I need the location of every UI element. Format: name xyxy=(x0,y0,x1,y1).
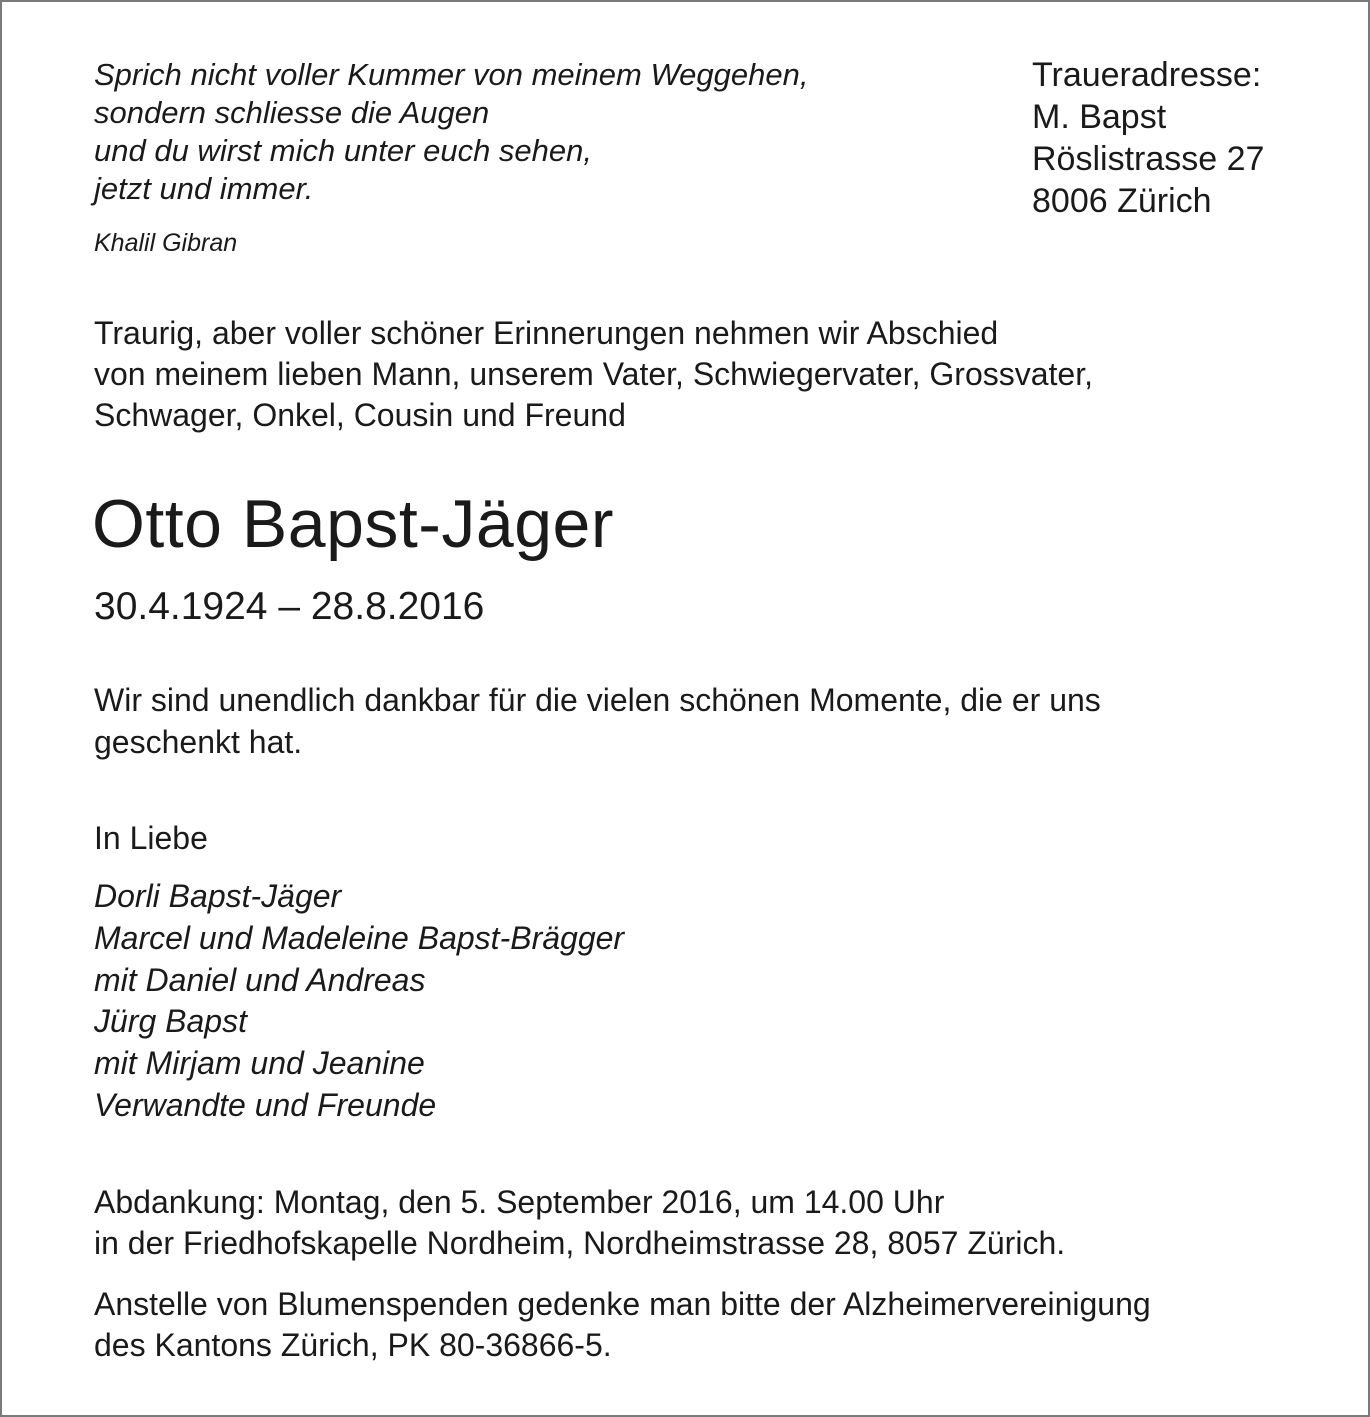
service-line: Abdankung: Montag, den 5. September 2016, um 14.00 Uhr xyxy=(94,1184,945,1220)
donation-line: Anstelle von Blumenspenden gedenke man bitte der Alzheimervereinigung xyxy=(94,1286,1151,1322)
donation-line: des Kantons Zürich, PK 80-36866-5. xyxy=(94,1327,612,1363)
mourner-entry: Dorli Bapst-Jäger xyxy=(94,878,342,914)
thanks-line: Wir sind unendlich dankbar für die vielen schönen Momente, die er uns xyxy=(94,682,1101,718)
mourning-address xyxy=(1032,54,1352,222)
intro-paragraph xyxy=(94,313,1294,436)
deceased-name: Otto Bapst-Jäger xyxy=(92,486,615,562)
mourner-entry: Marcel und Madeleine Bapst-Brägger xyxy=(94,919,625,956)
quote-line: und du wirst mich unter euch sehen, xyxy=(94,133,592,168)
service-line: in der Friedhofskapelle Nordheim, Nordheimstrasse 28, 8057 Zürich. xyxy=(94,1225,1066,1261)
address-heading: Traueradresse: xyxy=(1032,56,1262,94)
mourner-entry: Verwandte und Freunde xyxy=(94,1086,437,1123)
mourners-list xyxy=(94,876,994,1127)
funeral-service-info xyxy=(94,1182,1294,1264)
quote-line: jetzt und immer. xyxy=(94,171,314,206)
address-city: 8006 Zürich xyxy=(1032,182,1212,220)
mourner-entry: mit Mirjam und Jeanine xyxy=(94,1045,425,1082)
life-dates: 30.4.1924 – 28.8.2016 xyxy=(94,585,485,628)
thanks-paragraph xyxy=(94,679,1294,763)
intro-line: Schwager, Onkel, Cousin und Freund xyxy=(94,397,626,433)
mourner-entry: mit Daniel und Andreas xyxy=(94,961,426,998)
mourner-entry: Jürg Bapst xyxy=(94,1003,247,1040)
intro-line: Traurig, aber voller schöner Erinnerungen nehmen wir Abschied xyxy=(94,315,999,351)
quote-line: Sprich nicht voller Kummer von meinem Weggehen, xyxy=(94,57,809,92)
thanks-line: geschenkt hat. xyxy=(94,724,303,760)
address-name: M. Bapst xyxy=(1032,98,1167,136)
quote-line: sondern schliesse die Augen xyxy=(94,95,490,130)
intro-line: von meinem lieben Mann, unserem Vater, Schwiegervater, Grossvater, xyxy=(94,356,1093,392)
address-street: Röslistrasse 27 xyxy=(1032,140,1265,178)
in-liebe-label: In Liebe xyxy=(94,820,208,856)
quote-author: Khalil Gibran xyxy=(94,229,238,257)
donation-note xyxy=(94,1284,1324,1366)
epigraph-quote xyxy=(94,56,974,258)
